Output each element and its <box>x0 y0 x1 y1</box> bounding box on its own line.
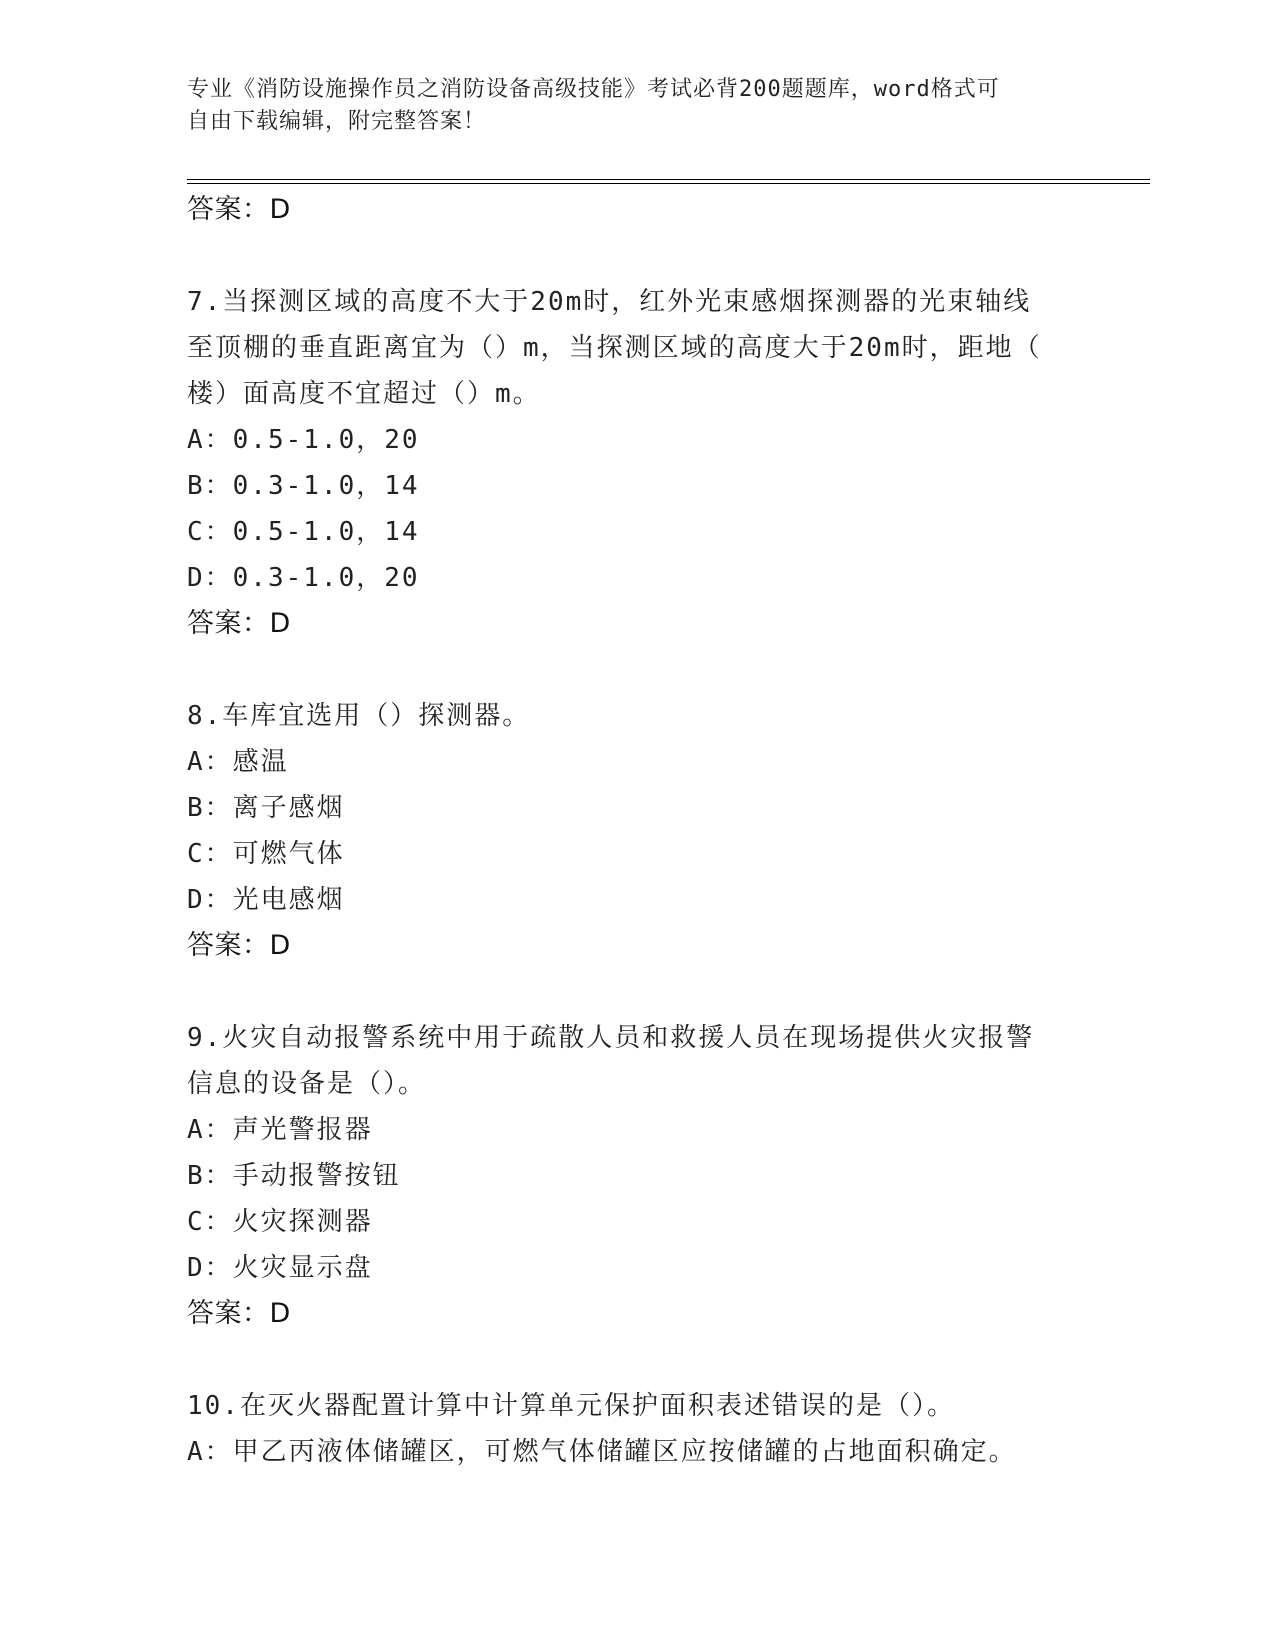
question-block <box>187 1015 1087 1337</box>
answer-line: 答案：D <box>187 608 291 639</box>
document-header <box>187 74 1067 138</box>
option-a: A：声光警报器 <box>187 1115 373 1145</box>
spacer <box>187 969 1087 1015</box>
question-stem-line: 楼）面高度不宜超过（）m。 <box>187 379 541 409</box>
header-divider-bottom <box>187 183 1150 184</box>
option-d: D：0.3-1.0，20 <box>187 563 420 593</box>
option-c: C：火灾探测器 <box>187 1207 373 1237</box>
question-stem-line: 8.车库宜选用（）探测器。 <box>187 701 531 731</box>
option-c: C：0.5-1.0，14 <box>187 517 420 547</box>
question-block <box>187 1383 1087 1475</box>
option-b: B：离子感烟 <box>187 793 345 823</box>
option-b: B：0.3-1.0，14 <box>187 471 420 501</box>
spacer <box>187 1337 1087 1383</box>
option-d: D：光电感烟 <box>187 885 345 915</box>
question-stem-line: 10.在灭火器配置计算中计算单元保护面积表述错误的是（）。 <box>187 1391 955 1421</box>
question-stem-line: 信息的设备是（）。 <box>187 1069 427 1099</box>
answer-line: 答案：D <box>187 930 291 961</box>
option-a: A：甲乙丙液体储罐区，可燃气体储罐区应按储罐的占地面积确定。 <box>187 1437 1017 1467</box>
answer-line: 答案：D <box>187 1298 291 1329</box>
question-block <box>187 693 1087 969</box>
spacer <box>187 647 1087 693</box>
option-c: C：可燃气体 <box>187 839 345 869</box>
header-line-2: 自由下载编辑，附完整答案！ <box>187 109 487 134</box>
spacer <box>187 233 1087 279</box>
question-block <box>187 279 1087 647</box>
question-stem-line: 9.火灾自动报警系统中用于疏散人员和救援人员在现场提供火灾报警 <box>187 1023 1035 1053</box>
header-line-1: 专业《消防设施操作员之消防设备高级技能》考试必背200题题库，word格式可 <box>187 77 1000 102</box>
question-list <box>187 187 1087 1475</box>
option-b: B：手动报警按钮 <box>187 1161 401 1191</box>
option-d: D：火灾显示盘 <box>187 1253 373 1283</box>
question-stem-line: 7.当探测区域的高度不大于20m时，红外光束感烟探测器的光束轴线 <box>187 287 1032 317</box>
answer-line: 答案：D <box>187 194 291 225</box>
question-stem-line: 至顶棚的垂直距离宜为（）m，当探测区域的高度大于20m时，距地（ <box>187 333 1042 363</box>
header-divider-top <box>187 179 1150 180</box>
option-a: A：感温 <box>187 747 289 777</box>
option-a: A：0.5-1.0，20 <box>187 425 420 455</box>
